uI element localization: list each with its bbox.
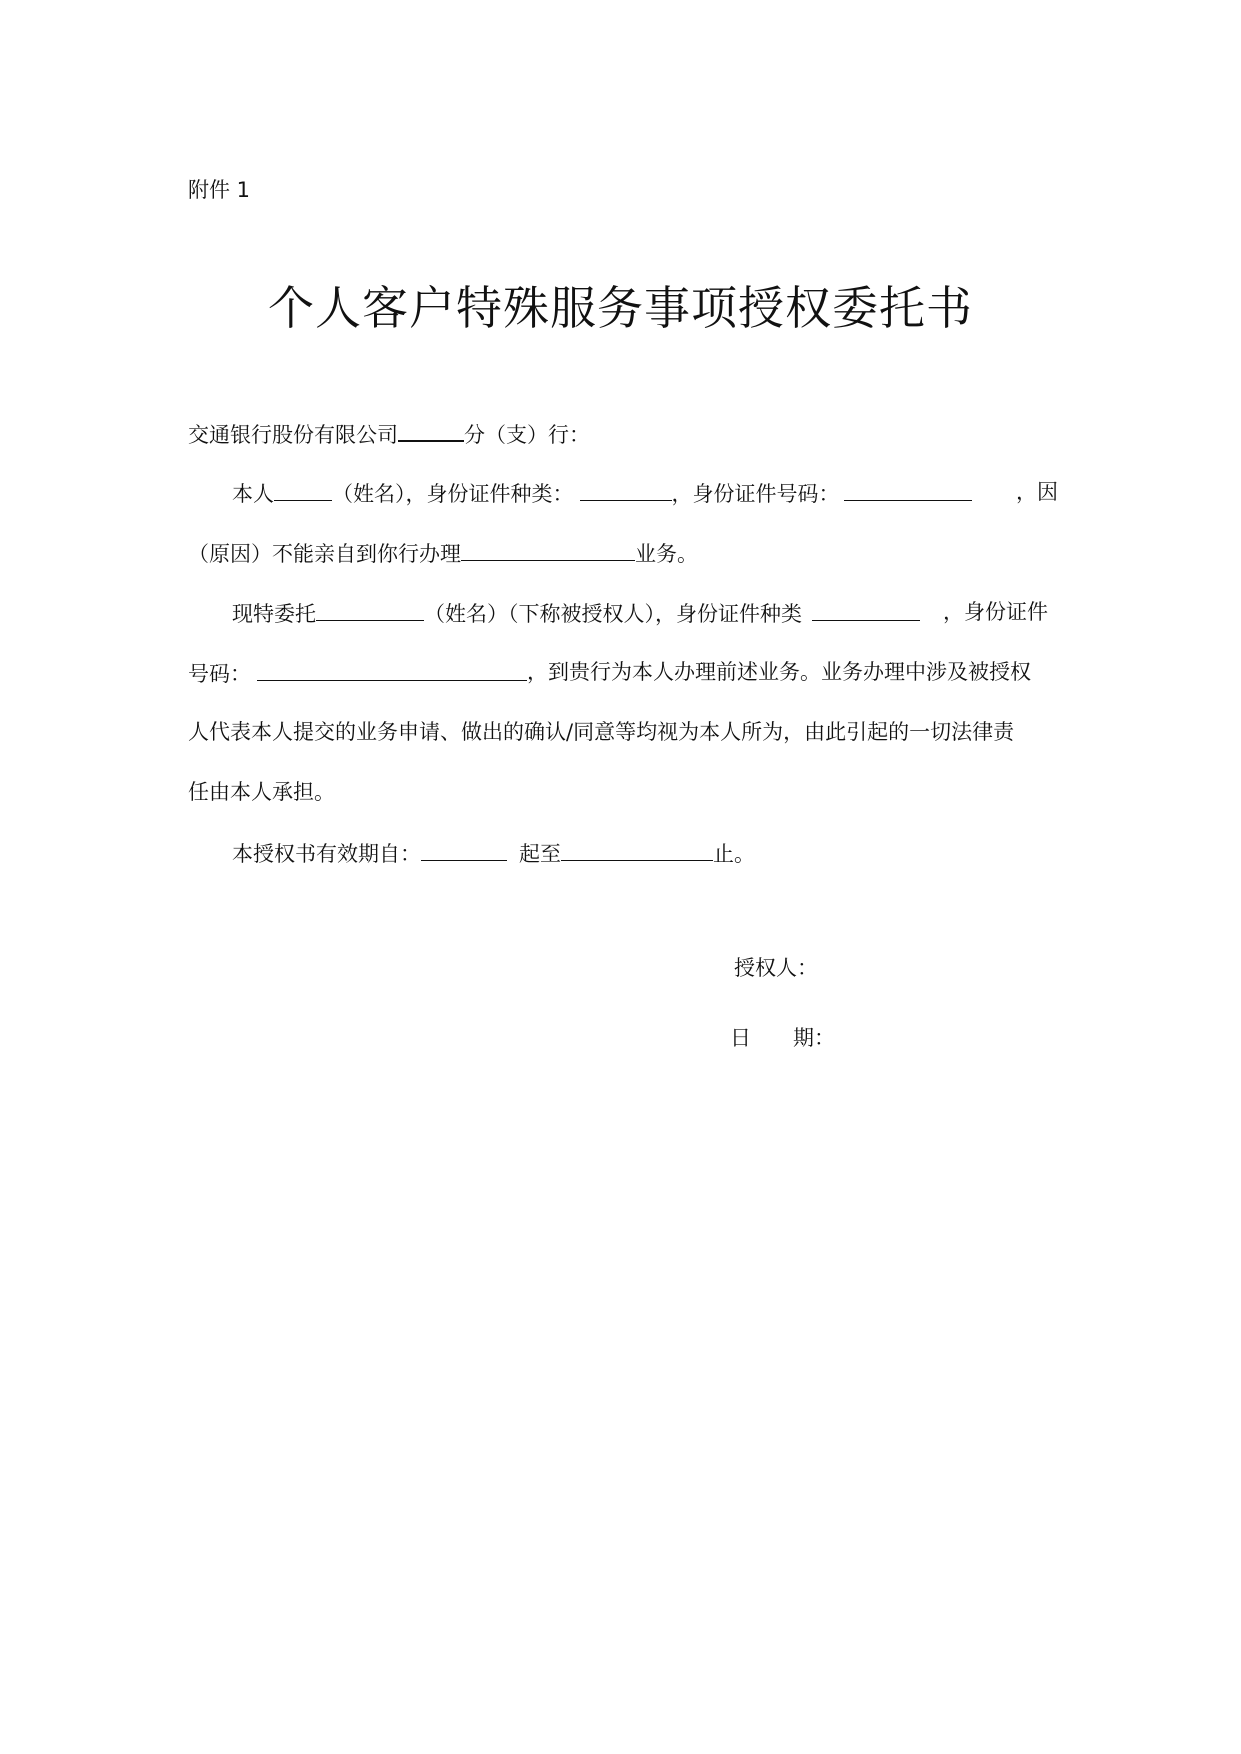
branch-blank[interactable] <box>398 418 464 442</box>
principal-id-type-blank[interactable] <box>580 478 672 501</box>
agent-id-type-label: （姓名）（下称被授权人），身份证件种类 <box>424 602 802 626</box>
p2-line4: 任由本人承担。 <box>188 780 335 804</box>
document-title: 个人客户特殊服务事项授权委托书 <box>268 281 973 335</box>
date-label: 日 期： <box>730 1026 835 1050</box>
validity-end-blank[interactable] <box>561 838 713 861</box>
validity-line <box>232 838 755 868</box>
p2-line1 <box>232 598 920 628</box>
validity-from-label: 本授权书有效期自： <box>232 842 421 866</box>
p1-line2 <box>188 538 698 568</box>
principal-id-number-label: ，身份证件号码： <box>671 482 840 506</box>
agent-id-type-blank[interactable] <box>812 598 920 621</box>
grantor-label: 授权人： <box>734 956 818 980</box>
business-blank[interactable] <box>461 538 635 561</box>
agent-id-number-label: 号码： <box>188 662 251 686</box>
principal-id-type-label: （姓名），身份证件种类： <box>332 482 574 506</box>
agent-name-blank[interactable] <box>316 598 424 621</box>
p2-line2-rest: ，到贵行为本人办理前述业务。业务办理中涉及被授权 <box>527 660 1031 684</box>
attachment-label: 附件 1 <box>188 178 251 202</box>
p1-line1 <box>232 478 972 508</box>
agent-id-number-blank[interactable] <box>257 658 527 681</box>
entrust-label: 现特委托 <box>232 602 316 626</box>
business-suffix: 业务。 <box>635 542 698 566</box>
validity-start-blank[interactable] <box>421 838 507 861</box>
reason-text: （原因）不能亲自到你行办理 <box>188 542 461 566</box>
bank-name: 交通银行股份有限公司 <box>188 423 398 447</box>
p2-line3: 人代表本人提交的业务申请、做出的确认/同意等均视为本人所为，由此引起的一切法律责 <box>188 720 1015 744</box>
principal-name-blank[interactable] <box>274 478 332 501</box>
salutation-line <box>188 418 590 449</box>
validity-end-label: 止。 <box>713 842 755 866</box>
principal-id-number-blank[interactable] <box>844 478 972 501</box>
agent-id-label: ，身份证件 <box>943 600 1048 624</box>
self-label: 本人 <box>232 482 274 506</box>
validity-to-label: 起至 <box>519 842 561 866</box>
branch-suffix: 分（支）行： <box>464 423 590 447</box>
p2-line2 <box>188 658 527 688</box>
reason-start: ，因 <box>1016 480 1058 504</box>
